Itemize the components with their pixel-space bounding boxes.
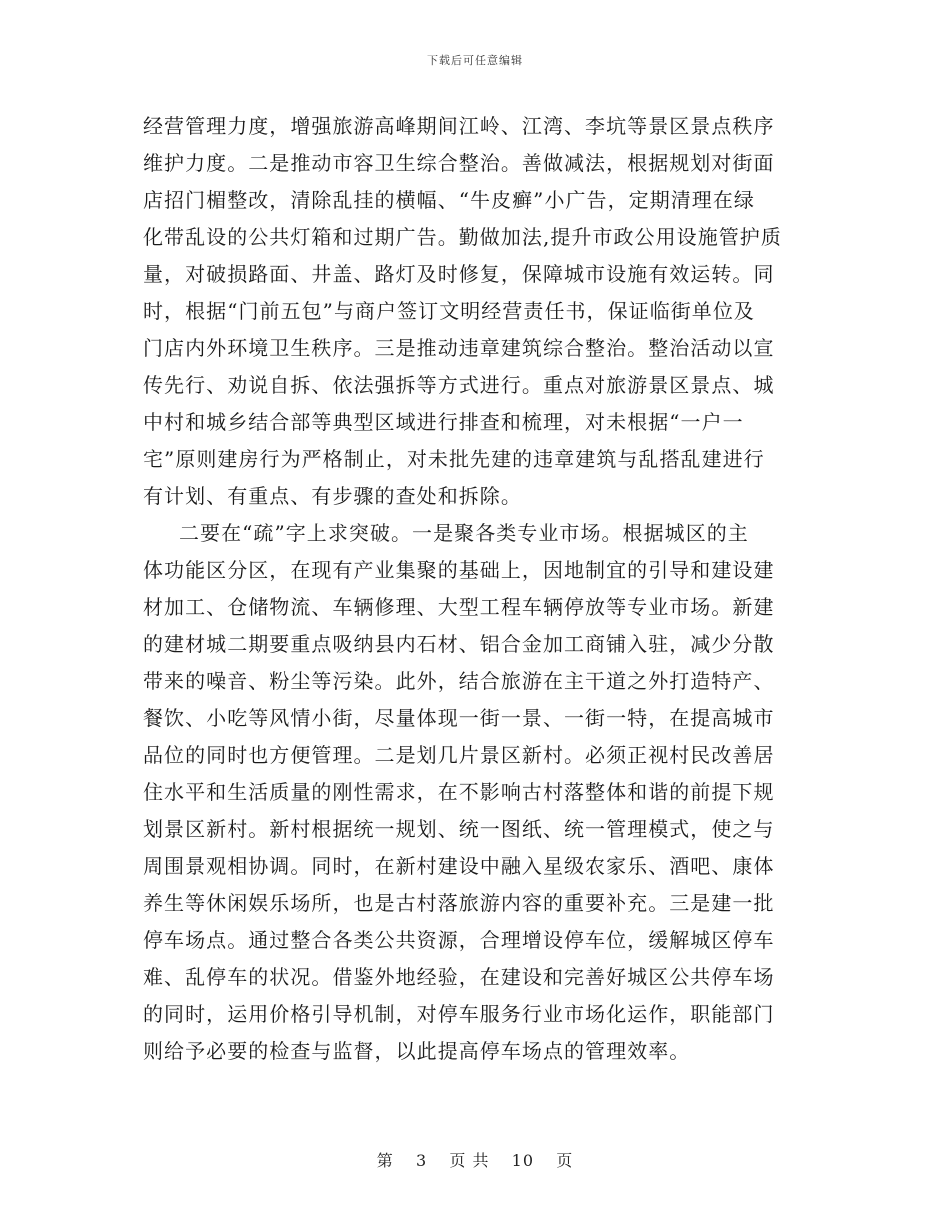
text-line: 划景区新村。新村根据统一规划、统一图纸、统一管理模式，使之与 <box>143 817 775 841</box>
text-line: 传先行、劝说自拆、依法强拆等方式进行。重点对旅游景区景点、城 <box>143 373 775 397</box>
text-line: 时，根据“门前五包”与商户签订文明经营责任书，保证临街单位及 <box>143 299 755 323</box>
text-line: 化带乱设的公共灯箱和过期广告。勤做加法,提升市政公用设施管护质 <box>143 225 782 249</box>
footer-middle: 页 共 <box>449 1151 490 1170</box>
text-line: 维护力度。二是推动市容卫生综合整治。善做减法，根据规划对街面 <box>143 151 775 175</box>
current-page-number: 3 <box>415 1151 428 1170</box>
page-header: 下载后可任意编辑 <box>427 54 523 67</box>
footer-prefix: 第 <box>376 1151 394 1170</box>
footer-suffix: 页 <box>556 1151 574 1170</box>
text-line: 周围景观相协调。同时，在新村建设中融入星级农家乐、酒吧、康体 <box>143 854 775 878</box>
text-line: 宅”原则建房行为严格制止，对未批先建的违章建筑与乱搭乱建进行 <box>143 447 765 471</box>
text-line: 养生等休闲娱乐场所，也是古村落旅游内容的重要补充。三是建一批 <box>143 891 775 915</box>
text-line: 带来的噪音、粉尘等污染。此外，结合旅游在主干道之外打造特产、 <box>143 669 775 693</box>
text-line: 难、乱停车的状况。借鉴外地经验，在建设和完善好城区公共停车场 <box>143 965 775 989</box>
text-line: 量，对破损路面、井盖、路灯及时修复，保障城市设施有效运转。同 <box>143 262 775 286</box>
text-line: 有计划、有重点、有步骤的查处和拆除。 <box>143 484 522 508</box>
text-line: 停车场点。通过整合各类公共资源，合理增设停车位，缓解城区停车 <box>143 928 775 952</box>
text-line: 则给予必要的检查与监督，以此提高停车场点的管理效率。 <box>143 1039 691 1063</box>
total-pages-number: 10 <box>511 1151 534 1170</box>
text-line: 门店内外环境卫生秩序。三是推动违章建筑综合整治。整治活动以宣 <box>143 336 775 360</box>
text-line: 餐饮、小吃等风情小街，尽量体现一街一景、一街一特，在提高城市 <box>143 706 775 730</box>
document-body <box>143 108 805 1070</box>
text-line: 的同时，运用价格引导机制，对停车服务行业市场化运作，职能部门 <box>143 1002 775 1026</box>
text-line: 的建材城二期要重点吸纳县内石材、铝合金加工商铺入驻，减少分散 <box>143 632 775 656</box>
text-line: 品位的同时也方便管理。二是划几片景区新村。必须正视村民改善居 <box>143 743 775 767</box>
text-line: 中村和城乡结合部等典型区域进行排查和梳理，对未根据“一户一 <box>143 410 744 434</box>
page-footer <box>0 1148 950 1171</box>
text-line: 店招门楣整改，清除乱挂的横幅、“牛皮癣”小广告，定期清理在绿 <box>143 188 755 212</box>
text-line: 材加工、仓储物流、车辆修理、大型工程车辆停放等专业市场。新建 <box>143 595 775 619</box>
text-line: 经营管理力度，增强旅游高峰期间江岭、江湾、李坑等景区景点秩序 <box>143 114 775 138</box>
text-line: 住水平和生活质量的刚性需求，在不影响古村落整体和谐的前提下规 <box>143 780 775 804</box>
paragraph-start-line: 二要在“疏”字上求突破。一是聚各类专业市场。根据城区的主 <box>179 521 749 545</box>
text-line: 体功能区分区，在现有产业集聚的基础上，因地制宜的引导和建设建 <box>143 558 775 582</box>
